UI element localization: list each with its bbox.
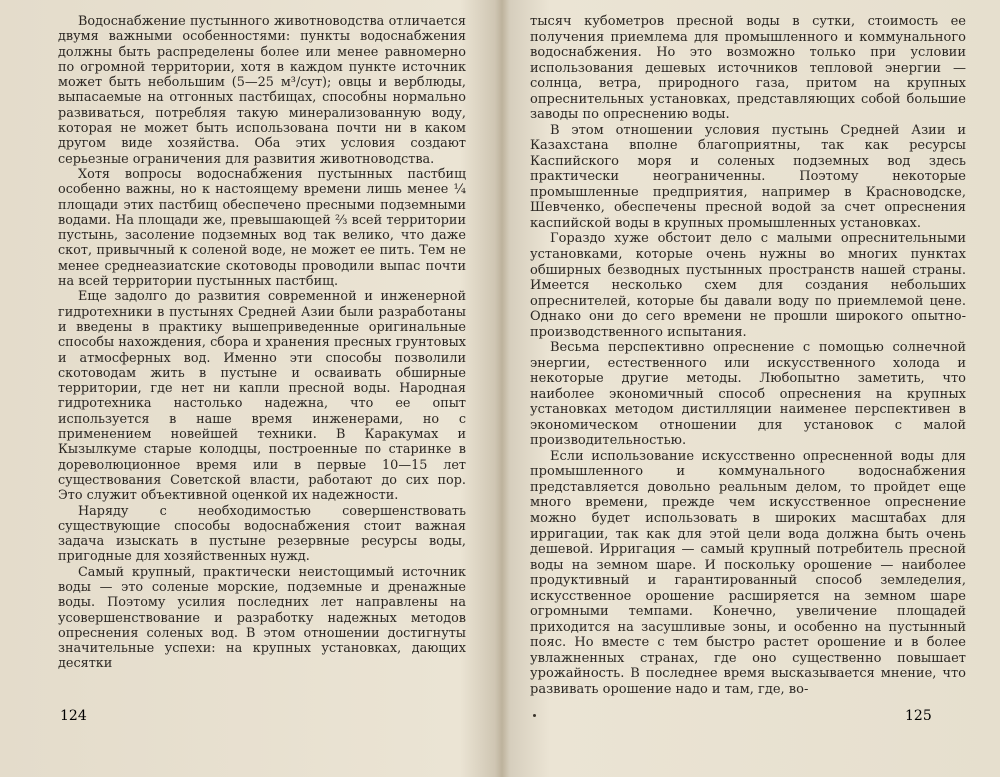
- print-dot: [533, 714, 536, 717]
- paragraph: Если использование искусственно опресненной воды для промышленного и коммунального водоснабжения представляется довольно реальным делом, то пройдет еще много времени, прежде чем искусственное опреснение можно будет использовать в широких масштабах для ирригации, так как для этой цели вода должна быть очень дешевой. Ирригация — самый крупный потребитель пресной воды на земном шаре. И поскольку орошение — наиболее продуктивный и гарантированный способ земледелия, искусственное орошение расширяется на земном шаре огромными темпами. Конечно, увеличение площадей приходится на засушливые зоны, и особенно на пустынный пояс. Но вместе с тем быстро растет орошение и в более увлажненных странах, где оно существенно повышает урожайность. В последнее время высказывается мнение, что развивать орошение надо и там, где, во-: [530, 448, 966, 697]
- paragraph: Весьма перспективно опреснение с помощью солнечной энергии, естественного или искусственного холода и некоторые другие методы. Любопытно заметить, что наиболее экономичный способ опреснения на крупных установках методом дистилляции наименее перспективен в экономическом отношении для установок с малой производительностью.: [530, 340, 966, 449]
- paragraph: Хотя вопросы водоснабжения пустынных пастбищ особенно важны, но к настоящему времени лишь менее ¼ площади этих пастбищ обеспечено пресными подземными водами. На площади же, превышающей ⅔ всей территории пустынь, засоление подземных вод так велико, что даже скот, привычный к соленой воде, не может ее пить. Тем не менее среднеазиатские скотоводы проводили выпас почти на всей территории пустынных пастбищ.: [58, 166, 466, 290]
- paragraph: Гораздо хуже обстоит дело с малыми опреснительными установками, которые очень нужны во многих пунктах обширных безводных пустынных пространств нашей страны. Имеется несколько схем для создания небольших опреснителей, которые бы давали воду по приемлемой цене. Однако они до сего времени не прошли широкого опытно-производственного испытания.: [530, 231, 966, 340]
- paragraph: Наряду с необходимостью совершенствовать существующие способы водоснабжения стоит важная задача изыскать в пустыне резервные ресурсы воды, пригодные для хозяйственных нужд.: [58, 503, 466, 565]
- left-page-text: [58, 14, 466, 672]
- paragraph: тысяч кубометров пресной воды в сутки, стоимость ее получения приемлема для промышленного и коммунального водоснабжения. Но это возможно только при условии использования дешевых источников тепловой энергии — солнца, ветра, природного газа, притом на крупных опреснительных установках, представляющих собой большие заводы по опреснению воды.: [530, 14, 966, 123]
- paragraph: Самый крупный, практически неистощимый источник воды — это соленые морские, подземные и дренажные воды. Поэтому усилия последних лет направлены на усовершенствование и разработку надежных методов опреснения соленых вод. В этом отношении достигнуты значительные успехи: на крупных установках, дающих десятки: [58, 564, 466, 672]
- paragraph: Водоснабжение пустынного животноводства отличается двумя важными особенностями: пункты водоснабжения должны быть распределены более или менее равномерно по огромной территории, хотя в каждом пункте источник может быть небольшим (5—25 м³/сут); овцы и верблюды, выпасаемые на отгонных пастбищах, способны нормально развиваться, потребляя такую минерализованную воду, которая не может быть использована почти ни в каком другом виде хозяйства. Оба этих условия создают серьезные ограничения для развития животноводства.: [58, 14, 466, 167]
- right-page: [500, 0, 1000, 777]
- page-number-left: 124: [60, 708, 87, 724]
- paragraph: В этом отношении условия пустынь Средней Азии и Казахстана вполне благоприятны, так как ресурсы Каспийского моря и соленых подземных вод здесь практически неограниченны. Поэтому некоторые промышленные предприятия, например в Красноводске, Шевченко, обеспечены пресной водой за счет опреснения каспийской воды в крупных промышленных установках.: [530, 122, 966, 231]
- right-page-text: [530, 14, 966, 697]
- page-number-right: 125: [905, 708, 932, 724]
- paragraph: Еще задолго до развития современной и инженерной гидротехники в пустынях Средней Азии были разработаны и введены в практику вышеприведенные оригинальные способы нахождения, сбора и хранения пресных грунтовых и атмосферных вод. Именно эти способы позволили скотоводам жить в пустыне и осваивать обширные территории, где нет ни капли пресной воды. Народная гидротехника настолько надежна, что ее опыт используется в наше время инженерами, но с применением новейшей техники. В Каракумах и Кызылкуме старые колодцы, построенные по старинке в дореволюционное время или в первые 10—15 лет существования Советской власти, работают до сих пор. Это служит объективной оценкой их надежности.: [58, 289, 466, 504]
